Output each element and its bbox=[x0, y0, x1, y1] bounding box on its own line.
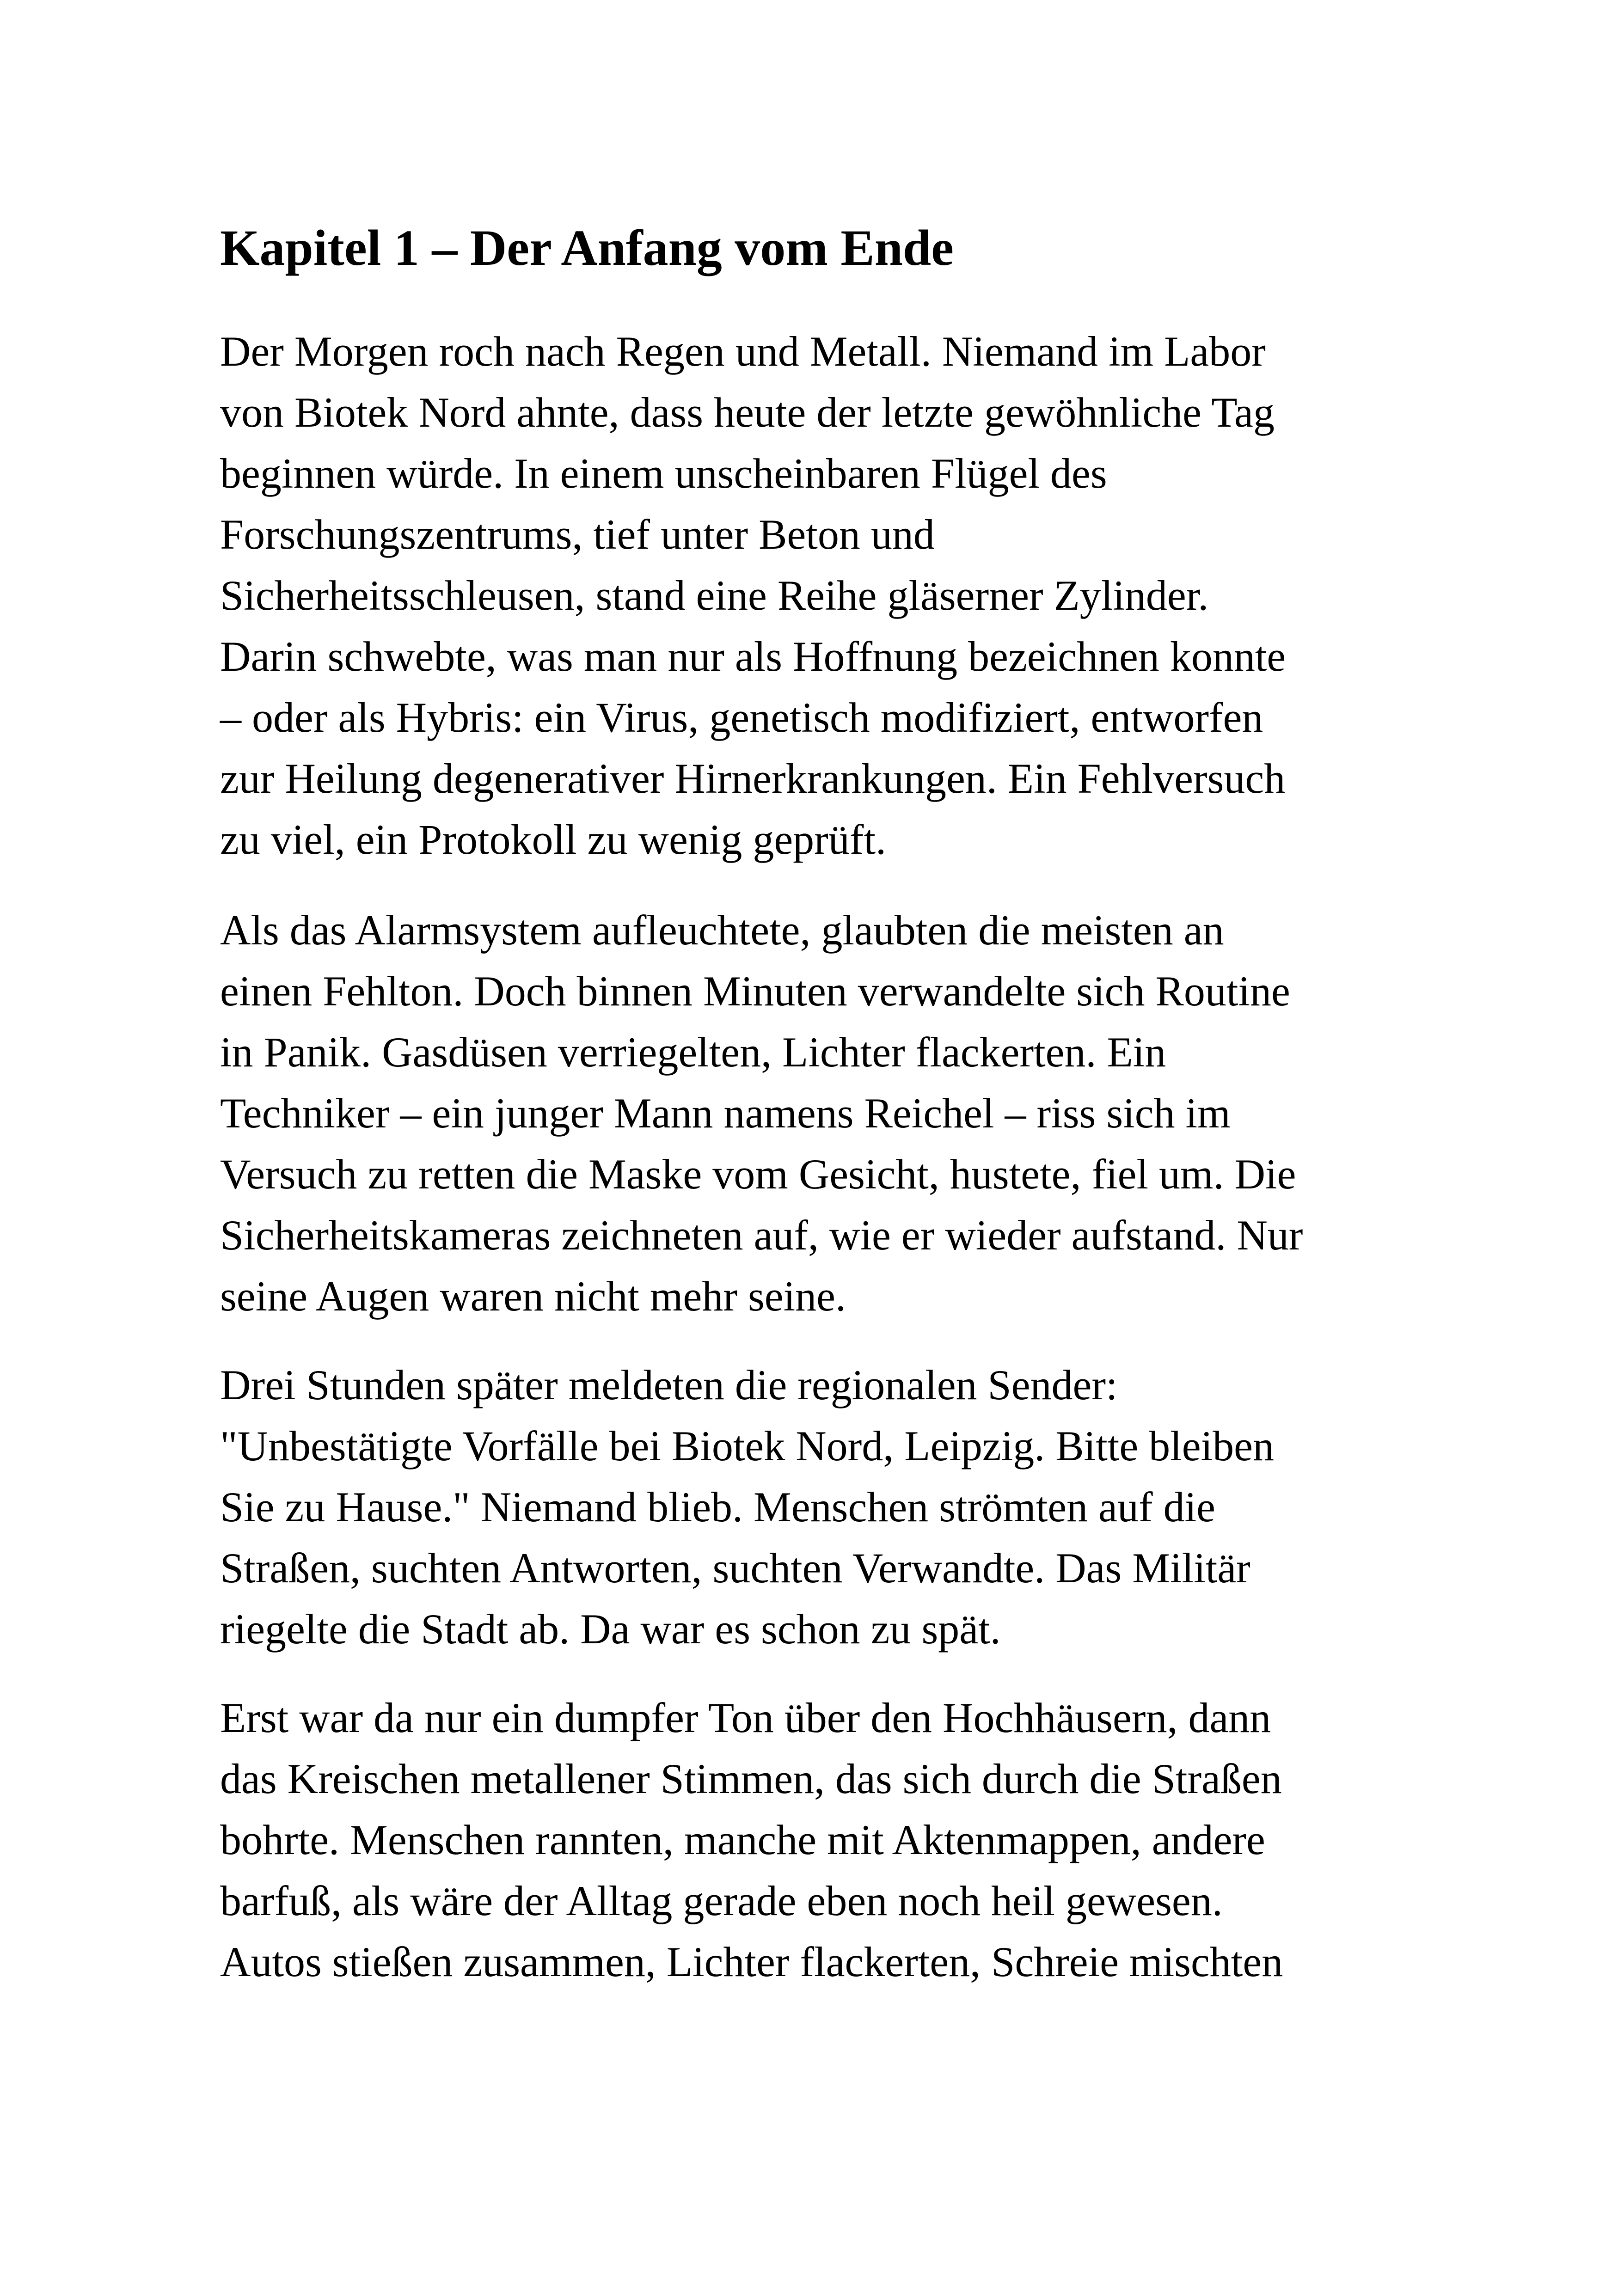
text-line: Erst war da nur ein dumpfer Ton über den Hochhäusern, dann bbox=[220, 1694, 1271, 1741]
text-line: barfuß, als wäre der Alltag gerade eben noch heil gewesen. bbox=[220, 1877, 1223, 1924]
text-line: Forschungszentrums, tief unter Beton und bbox=[220, 511, 935, 558]
chapter-title: Kapitel 1 – Der Anfang vom Ende bbox=[220, 220, 954, 276]
text-line: seine Augen waren nicht mehr seine. bbox=[220, 1273, 846, 1320]
text-line: Straßen, suchten Antworten, suchten Verwandte. Das Militär bbox=[220, 1544, 1250, 1592]
text-line: Sicherheitsschleusen, stand eine Reihe gläserner Zylinder. bbox=[220, 572, 1209, 619]
text-line: Sie zu Hause." Niemand blieb. Menschen strömten auf die bbox=[220, 1483, 1215, 1531]
text-line: Versuch zu retten die Maske vom Gesicht, hustete, fiel um. Die bbox=[220, 1151, 1296, 1198]
paragraph-3 bbox=[220, 1354, 1422, 1659]
paragraph-4 bbox=[220, 1687, 1422, 1992]
text-line: Autos stießen zusammen, Lichter flackerten, Schreie mischten bbox=[220, 1938, 1283, 1985]
paragraph-1 bbox=[220, 321, 1422, 870]
text-line: bohrte. Menschen rannten, manche mit Aktenmappen, andere bbox=[220, 1816, 1265, 1863]
text-line: riegelte die Stadt ab. Da war es schon zu spät. bbox=[220, 1605, 1001, 1653]
text-line: Der Morgen roch nach Regen und Metall. Niemand im Labor bbox=[220, 328, 1266, 375]
text-line: zur Heilung degenerativer Hirnerkrankungen. Ein Fehlversuch bbox=[220, 755, 1286, 802]
text-line: zu viel, ein Protokoll zu wenig geprüft. bbox=[220, 816, 887, 863]
text-line: Als das Alarmsystem aufleuchtete, glaubten die meisten an bbox=[220, 906, 1224, 954]
text-line: von Biotek Nord ahnte, dass heute der letzte gewöhnliche Tag bbox=[220, 389, 1275, 436]
text-line: beginnen würde. In einem unscheinbaren Flügel des bbox=[220, 450, 1107, 497]
text-line: Drei Stunden später meldeten die regionalen Sender: bbox=[220, 1361, 1118, 1408]
text-line: "Unbestätigte Vorfälle bei Biotek Nord, Leipzig. Bitte bleiben bbox=[220, 1422, 1274, 1469]
text-line: Darin schwebte, was man nur als Hoffnung bezeichnen konnte bbox=[220, 633, 1286, 680]
text-line: Techniker – ein junger Mann namens Reichel – riss sich im bbox=[220, 1090, 1231, 1137]
text-line: – oder als Hybris: ein Virus, genetisch modifiziert, entworfen bbox=[220, 694, 1263, 741]
text-line: Sicherheitskameras zeichneten auf, wie er wieder aufstand. Nur bbox=[220, 1212, 1303, 1259]
text-line: das Kreischen metallener Stimmen, das sich durch die Straßen bbox=[220, 1755, 1282, 1802]
text-line: in Panik. Gasdüsen verriegelten, Lichter flackerten. Ein bbox=[220, 1029, 1166, 1076]
paragraph-2 bbox=[220, 900, 1422, 1327]
text-line: einen Fehlton. Doch binnen Minuten verwandelte sich Routine bbox=[220, 967, 1290, 1015]
